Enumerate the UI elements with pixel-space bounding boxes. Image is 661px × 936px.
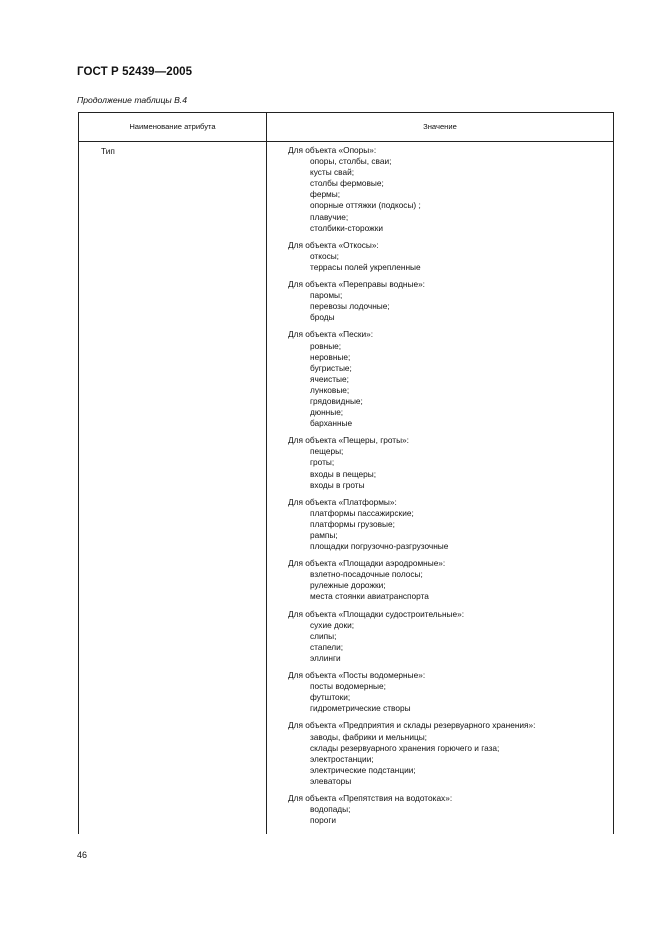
value-list-item: платформы пассажирские; <box>310 507 414 518</box>
value-list-item: перевозы лодочные; <box>310 301 390 312</box>
value-group-heading: Для объекта «Площадки судостроительные»: <box>288 608 465 619</box>
value-list-item: входы в гроты <box>310 479 365 490</box>
value-list-item: бугристые; <box>310 362 352 373</box>
column-divider <box>266 113 267 834</box>
value-list-item: платформы грузовые; <box>310 518 395 529</box>
value-list-item: площадки погрузочно-разгрузочные <box>310 541 449 552</box>
value-group <box>288 670 607 714</box>
value-cell <box>288 145 607 832</box>
value-group <box>288 329 607 429</box>
value-group <box>288 558 607 602</box>
value-list-item: посты водомерные; <box>310 681 386 692</box>
value-list-item: сухие доки; <box>310 619 355 630</box>
value-list-item: электрические подстанции; <box>310 764 416 775</box>
value-group-heading: Для объекта «Пещеры, гроты»: <box>288 435 409 446</box>
value-list-item: кусты свай; <box>310 167 355 178</box>
value-group <box>288 609 607 664</box>
attribute-table <box>78 112 614 834</box>
value-group <box>288 435 607 490</box>
value-group-heading: Для объекта «Пески»: <box>288 329 374 340</box>
value-group-heading: Для объекта «Предприятия и склады резервуарного хранения»: <box>288 720 536 731</box>
value-group-heading: Для объекта «Опоры»: <box>288 145 377 155</box>
value-list-item: пороги <box>310 815 336 826</box>
value-list-item: плавучие; <box>310 211 349 222</box>
value-group-heading: Для объекта «Препятствия на водотоках»: <box>288 792 453 803</box>
value-list-item: паромы; <box>310 290 343 301</box>
value-list-item: опоры, столбы, сваи; <box>310 156 392 167</box>
value-list-item: заводы, фабрики и мельницы; <box>310 731 427 742</box>
value-list-item: электростанции; <box>310 753 374 764</box>
value-list-item: ячеистые; <box>310 373 349 384</box>
value-list-item: откосы; <box>310 250 339 261</box>
value-list-item: склады резервуарного хранения горючего и газа; <box>310 742 500 753</box>
value-list-item: слипы; <box>310 630 337 641</box>
value-list-item: барханные <box>310 418 353 429</box>
attribute-name-cell: Тип <box>101 146 115 156</box>
value-group-heading: Для объекта «Посты водомерные»: <box>288 670 426 681</box>
table-continuation-caption: Продолжение таблицы В.4 <box>77 95 187 105</box>
column-header-value: Значение <box>423 122 457 131</box>
value-group-heading: Для объекта «Откосы»: <box>288 239 379 250</box>
value-group-heading: Для объекта «Площадки аэродромные»: <box>288 558 446 569</box>
value-list-item: броды <box>310 312 335 323</box>
value-list-item: фермы; <box>310 189 341 200</box>
value-list-item: опорные оттяжки (подкосы) ; <box>310 200 421 211</box>
value-list-item: стапели; <box>310 641 344 652</box>
value-list-item: столбики-сторожки <box>310 222 383 233</box>
value-group-heading: Для объекта «Переправы водные»: <box>288 279 425 290</box>
value-group <box>288 720 607 787</box>
value-list-item: рулежные дорожки; <box>310 580 386 591</box>
document-title: ГОСТ Р 52439—2005 <box>77 66 193 78</box>
value-list-item: рампы; <box>310 530 338 540</box>
value-group <box>288 793 607 826</box>
value-list-item: места стоянки авиатранспорта <box>310 591 429 602</box>
value-list-item: дюнные; <box>310 407 344 418</box>
value-group <box>288 497 607 552</box>
column-header-attribute-name: Наименование атрибута <box>129 122 216 131</box>
value-list-item: взлетно-посадочные полосы; <box>310 569 423 580</box>
value-list-item: гидрометрические створы <box>310 703 411 714</box>
value-list-item: футштоки; <box>310 692 351 703</box>
value-list-item: пещеры; <box>310 446 344 457</box>
value-list-item: водопады; <box>310 804 351 815</box>
value-group <box>288 279 607 323</box>
value-list-item: ровные; <box>310 340 342 351</box>
value-list-item: гроты; <box>310 457 335 468</box>
value-list-item: элеваторы <box>310 775 352 786</box>
value-list-item: грядовидные; <box>310 395 363 406</box>
page-number: 46 <box>77 850 88 860</box>
value-group-heading: Для объекта «Платформы»: <box>288 496 397 507</box>
value-list-item: неровные; <box>310 351 351 362</box>
table-header-row <box>79 113 613 142</box>
value-list-item: эллинги <box>310 652 341 663</box>
value-list-item: террасы полей укрепленные <box>310 261 421 272</box>
value-group <box>288 240 607 273</box>
value-group <box>288 145 607 234</box>
value-list-item: входы в пещеры; <box>310 468 377 479</box>
value-list-item: столбы фермовые; <box>310 178 384 189</box>
value-list-item: лунковые; <box>310 384 350 395</box>
